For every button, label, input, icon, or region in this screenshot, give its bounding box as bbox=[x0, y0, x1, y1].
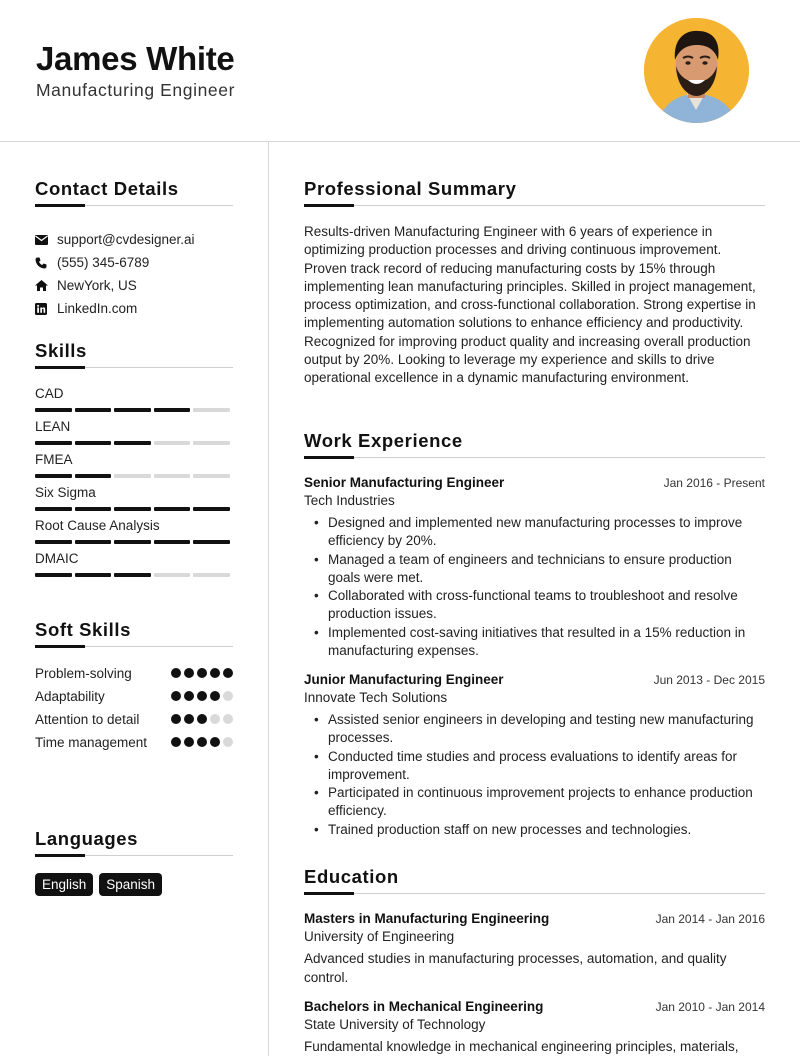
skill-item bbox=[35, 516, 233, 549]
rating-dot bbox=[210, 668, 220, 678]
rating-dot bbox=[223, 691, 233, 701]
rating-dot bbox=[223, 668, 233, 678]
home-icon bbox=[35, 280, 57, 291]
soft-skill-name: Problem-solving bbox=[35, 666, 132, 681]
skill-level-segment bbox=[193, 408, 230, 412]
degree-title: Bachelors in Mechanical Engineering bbox=[304, 999, 544, 1014]
skill-level-segment bbox=[75, 573, 112, 577]
skills-heading: Skills bbox=[35, 340, 87, 361]
rating-dot bbox=[184, 668, 194, 678]
soft-skill-rating bbox=[171, 710, 233, 729]
skill-level-bar bbox=[35, 540, 233, 544]
rating-dot bbox=[210, 714, 220, 724]
job-title: Junior Manufacturing Engineer bbox=[304, 672, 504, 687]
languages-heading-rule bbox=[35, 855, 233, 856]
skill-item bbox=[35, 384, 233, 417]
skill-level-segment bbox=[35, 540, 72, 544]
soft-skill-name: Adaptability bbox=[35, 689, 105, 704]
contact-email-text: support@cvdesigner.ai bbox=[57, 232, 195, 247]
job-bullet: • Managed a team of engineers and technicians to ensure production goals were met. bbox=[304, 551, 765, 588]
skill-level-segment bbox=[154, 540, 191, 544]
language-badge: English bbox=[35, 873, 93, 896]
school-name: State University of Technology bbox=[304, 1017, 486, 1032]
skill-item bbox=[35, 549, 233, 582]
degree-description: Advanced studies in manufacturing processes, automation, and quality control. bbox=[304, 951, 727, 985]
skill-level-segment bbox=[114, 540, 151, 544]
school-name: University of Engineering bbox=[304, 929, 455, 944]
skill-level-segment bbox=[75, 507, 112, 511]
contact-heading: Contact Details bbox=[35, 178, 179, 199]
rating-dot bbox=[184, 691, 194, 701]
job-bullet: • Designed and implemented new manufacturing processes to improve efficiency by 20%. bbox=[304, 514, 765, 551]
skill-level-segment bbox=[75, 474, 112, 478]
languages-list bbox=[35, 873, 162, 896]
summary-heading: Professional Summary bbox=[304, 178, 517, 199]
envelope-icon bbox=[35, 235, 57, 245]
profile-photo-icon bbox=[644, 18, 749, 123]
soft-skill-item bbox=[35, 687, 233, 706]
skill-level-segment bbox=[35, 474, 72, 478]
skill-level-segment bbox=[154, 573, 191, 577]
skill-level-segment bbox=[154, 408, 191, 412]
soft-skills-heading: Soft Skills bbox=[35, 619, 132, 640]
languages-section bbox=[35, 828, 233, 856]
soft-skills-list bbox=[35, 664, 233, 756]
skill-item bbox=[35, 417, 233, 450]
skill-level-bar bbox=[35, 408, 233, 412]
job-bullets bbox=[304, 711, 765, 839]
skill-item bbox=[35, 483, 233, 516]
skill-level-segment bbox=[35, 441, 72, 445]
skill-level-segment bbox=[193, 474, 230, 478]
soft-skill-item bbox=[35, 710, 233, 729]
soft-skill-rating bbox=[171, 687, 233, 706]
skill-level-segment bbox=[154, 441, 191, 445]
skill-level-bar bbox=[35, 507, 233, 511]
skill-level-segment bbox=[114, 408, 151, 412]
summary-heading-rule bbox=[304, 205, 765, 206]
degree-dates: Jan 2014 - Jan 2016 bbox=[655, 912, 765, 926]
contact-heading-rule bbox=[35, 205, 233, 206]
rating-dot bbox=[171, 737, 181, 747]
skill-level-bar bbox=[35, 573, 233, 577]
contact-linkedin[interactable] bbox=[35, 297, 235, 320]
rating-dot bbox=[184, 714, 194, 724]
rating-dot bbox=[184, 737, 194, 747]
rating-dot bbox=[210, 691, 220, 701]
contact-phone[interactable] bbox=[35, 251, 235, 274]
skill-level-segment bbox=[114, 474, 151, 478]
skill-level-segment bbox=[75, 540, 112, 544]
skill-level-segment bbox=[114, 441, 151, 445]
skill-level-segment bbox=[114, 573, 151, 577]
job-company: Innovate Tech Solutions bbox=[304, 690, 448, 705]
job-bullet: • Conducted time studies and process evaluations to identify areas for improvement. bbox=[304, 748, 765, 785]
education-entry bbox=[304, 911, 765, 987]
rating-dot bbox=[197, 691, 207, 701]
contact-email[interactable] bbox=[35, 228, 235, 251]
skill-level-segment bbox=[35, 573, 72, 577]
candidate-name: James White bbox=[36, 40, 235, 77]
job-title: Senior Manufacturing Engineer bbox=[304, 475, 505, 490]
job-bullet: • Participated in continuous improvement projects to enhance production efficiency. bbox=[304, 784, 765, 821]
rating-dot bbox=[223, 737, 233, 747]
column-divider bbox=[268, 142, 269, 1056]
skill-level-bar bbox=[35, 474, 233, 478]
skill-name: CAD bbox=[35, 386, 64, 401]
skill-level-segment bbox=[114, 507, 151, 511]
rating-dot bbox=[197, 714, 207, 724]
skill-level-segment bbox=[154, 474, 191, 478]
candidate-title: Manufacturing Engineer bbox=[36, 80, 236, 100]
rating-dot bbox=[171, 714, 181, 724]
avatar bbox=[644, 18, 749, 123]
skill-level-bar bbox=[35, 441, 233, 445]
soft-skill-item bbox=[35, 733, 233, 752]
education-entry bbox=[304, 999, 765, 1056]
soft-skills-heading-rule bbox=[35, 646, 233, 647]
contact-list bbox=[35, 228, 235, 320]
contact-location-text: NewYork, US bbox=[57, 278, 137, 293]
education-section bbox=[304, 866, 765, 894]
degree-dates: Jan 2010 - Jan 2014 bbox=[655, 1000, 765, 1014]
contact-location bbox=[35, 274, 235, 297]
skill-item bbox=[35, 450, 233, 483]
job-entry bbox=[304, 672, 765, 839]
contact-phone-text: (555) 345-6789 bbox=[57, 255, 150, 270]
rating-dot bbox=[171, 668, 181, 678]
skill-level-segment bbox=[35, 408, 72, 412]
languages-heading: Languages bbox=[35, 828, 139, 849]
contact-linkedin-text: LinkedIn.com bbox=[57, 301, 138, 316]
rating-dot bbox=[197, 668, 207, 678]
skills-list bbox=[35, 384, 233, 582]
soft-skill-rating bbox=[171, 664, 233, 683]
education-heading-rule bbox=[304, 893, 765, 894]
skill-level-segment bbox=[75, 441, 112, 445]
soft-skill-name: Time management bbox=[35, 735, 148, 750]
degree-description: Fundamental knowledge in mechanical engineering principles, materials, bbox=[304, 1039, 739, 1054]
skill-name: Six Sigma bbox=[35, 485, 96, 500]
job-dates: Jan 2016 - Present bbox=[663, 476, 765, 490]
rating-dot bbox=[210, 737, 220, 747]
experience-heading-rule bbox=[304, 457, 765, 458]
summary-section bbox=[304, 178, 765, 206]
skill-name: DMAIC bbox=[35, 551, 79, 566]
education-heading: Education bbox=[304, 866, 399, 887]
job-bullet: • Trained production staff on new processes and technologies. bbox=[304, 821, 765, 839]
soft-skill-rating bbox=[171, 733, 233, 752]
linkedin-icon bbox=[35, 303, 57, 315]
job-bullet: • Collaborated with cross-functional teams to troubleshoot and resolve production issues. bbox=[304, 587, 765, 624]
phone-icon bbox=[35, 257, 57, 269]
rating-dot bbox=[197, 737, 207, 747]
job-bullet: • Implemented cost-saving initiatives that resulted in a 15% reduction in manufacturing expenses. bbox=[304, 624, 765, 661]
soft-skills-section bbox=[35, 619, 233, 647]
skill-level-segment bbox=[193, 573, 230, 577]
job-entry bbox=[304, 475, 765, 660]
summary-text: Results-driven Manufacturing Engineer with 6 years of experience in optimizing production processes and driving continuous improvement. Proven track record of reducing manufacturing costs by 15% through implementing lean manufacturing principles. Skilled in project management, process optimization, and cross-functional collaboration. Strong expertise in implementing automation solutions to enhance efficiency and productivity. Recognized for improving product quality and increasing overall production output by 20%. Looking to leverage my experience and skills to drive operational excellence in a dynamic manufacturing environment. bbox=[304, 224, 756, 386]
skill-name: Root Cause Analysis bbox=[35, 518, 160, 533]
job-dates: Jun 2013 - Dec 2015 bbox=[653, 673, 765, 687]
experience-section bbox=[304, 430, 765, 458]
language-badge: Spanish bbox=[99, 873, 162, 896]
soft-skill-name: Attention to detail bbox=[35, 712, 140, 727]
skill-name: FMEA bbox=[35, 452, 73, 467]
skill-level-segment bbox=[193, 441, 230, 445]
contact-section bbox=[35, 178, 233, 206]
soft-skill-item bbox=[35, 664, 233, 683]
skill-level-segment bbox=[35, 507, 72, 511]
skill-level-segment bbox=[193, 507, 230, 511]
skills-heading-rule bbox=[35, 367, 233, 368]
skill-name: LEAN bbox=[35, 419, 71, 434]
degree-title: Masters in Manufacturing Engineering bbox=[304, 911, 550, 926]
experience-heading: Work Experience bbox=[304, 430, 463, 451]
job-bullets bbox=[304, 514, 765, 660]
rating-dot bbox=[171, 691, 181, 701]
job-bullet: • Assisted senior engineers in developing and testing new manufacturing processes. bbox=[304, 711, 765, 748]
skills-section bbox=[35, 340, 233, 368]
job-company: Tech Industries bbox=[304, 493, 395, 508]
skill-level-segment bbox=[75, 408, 112, 412]
rating-dot bbox=[223, 714, 233, 724]
skill-level-segment bbox=[193, 540, 230, 544]
skill-level-segment bbox=[154, 507, 191, 511]
resume-header bbox=[0, 0, 800, 142]
